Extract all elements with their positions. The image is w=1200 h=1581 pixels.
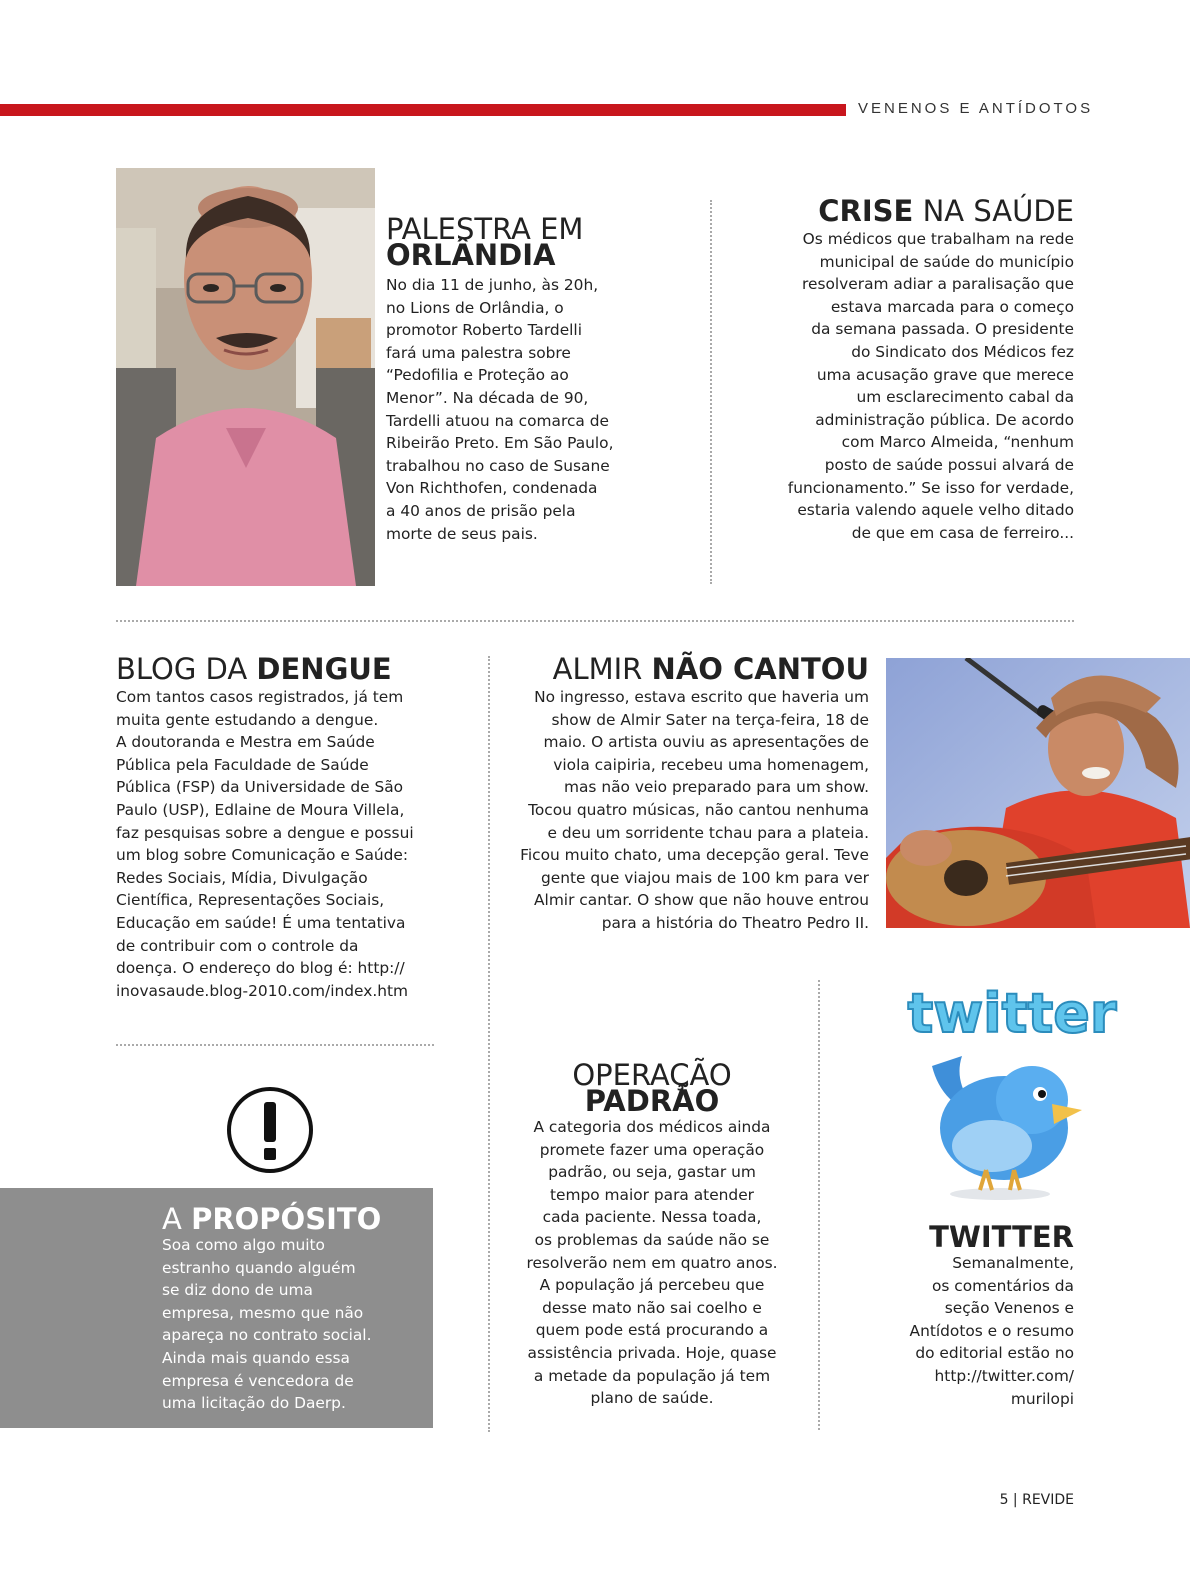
text-line: funcionamento.” Se isso for verdade,: [787, 478, 1074, 497]
text-line: se diz dono de uma: [162, 1281, 313, 1300]
article-blog-dengue: [116, 654, 446, 1002]
palestra-body: [386, 274, 636, 545]
text-line: fará uma palestra sobre: [386, 343, 571, 362]
text-line: posto de saúde possui alvará de: [824, 455, 1074, 474]
twitter-logo: [896, 980, 1128, 1050]
text-line: muita gente estudando a dengue.: [116, 710, 379, 729]
left-divider: [116, 1044, 434, 1046]
text-line: Ribeirão Preto. Em São Paulo,: [386, 434, 614, 453]
text-line: plano de saúde.: [590, 1389, 714, 1408]
text-line: Os médicos que trabalham na rede: [802, 230, 1074, 248]
text-line: Com tantos casos registrados, já tem: [116, 688, 404, 706]
text-line: faz pesquisas sobre a dengue e possui: [116, 823, 414, 842]
text-line: estranho quando alguém: [162, 1258, 356, 1277]
text-line: resolverão nem em quatro anos.: [526, 1253, 778, 1272]
text-line: administração pública. De acordo: [815, 410, 1074, 429]
twitter-title: TWITTER: [929, 1220, 1074, 1254]
article-proposito: [162, 1204, 412, 1415]
exclamation-icon: [226, 1086, 314, 1174]
almir-title-light: ALMIR: [552, 652, 643, 686]
proposito-title-bold: PROPÓSITO: [191, 1202, 382, 1236]
crise-title: [740, 196, 1074, 226]
text-line: Semanalmente,: [952, 1254, 1074, 1272]
proposito-body: [162, 1234, 412, 1415]
text-line: a metade da população já tem: [533, 1366, 771, 1385]
text-line: seção Venenos e: [944, 1299, 1074, 1318]
text-line: padrão, ou seja, gastar um: [548, 1163, 756, 1182]
text-line: morte de seus pais.: [386, 524, 538, 543]
text-line: a 40 anos de prisão pela: [386, 501, 576, 520]
text-line: A doutoranda e Mestra em Saúde: [116, 733, 375, 752]
text-line: A categoria dos médicos ainda: [533, 1118, 771, 1136]
proposito-title: [162, 1204, 412, 1234]
text-line: promete fazer uma operação: [539, 1140, 765, 1159]
text-line: apareça no contrato social.: [162, 1326, 372, 1345]
page-number: 5 | REVIDE: [999, 1492, 1074, 1508]
text-line: desse mato não sai coelho e: [542, 1298, 762, 1317]
text-line: cada paciente. Nessa toada,: [542, 1208, 762, 1227]
row-divider: [116, 620, 1074, 622]
text-line: show de Almir Sater na terça-feira, 18 de: [551, 710, 869, 729]
column-divider-right: [818, 980, 820, 1430]
text-line: maio. O artista ouviu as apresentações de: [543, 733, 869, 752]
photo-almir-sater: [886, 658, 1190, 928]
text-line: os comentários da: [931, 1276, 1074, 1295]
blog-body: [116, 686, 446, 1002]
text-line: empresa é vencedora de: [162, 1371, 354, 1390]
text-line: Menor”. Na década de 90,: [386, 388, 589, 407]
text-line: Soa como algo muito: [162, 1236, 325, 1254]
text-line: Redes Sociais, Mídia, Divulgação: [116, 868, 368, 887]
text-line: quem pode está procurando a: [535, 1321, 769, 1340]
blog-title-light: BLOG DA: [116, 652, 248, 686]
text-line: Tocou quatro músicas, não cantou nenhuma: [528, 800, 869, 819]
article-almir: [500, 654, 869, 935]
section-name: VENENOS E ANTÍDOTOS: [858, 100, 1094, 117]
proposito-title-light: A: [162, 1202, 182, 1236]
text-line: tempo maior para atender: [549, 1185, 755, 1204]
operacao-body: [510, 1116, 794, 1410]
text-line: resolveram adiar a paralisação que: [802, 275, 1074, 294]
text-line: “Pedofilia e Proteção ao: [386, 366, 569, 385]
palestra-title-light: PALESTRA EM: [386, 212, 584, 246]
text-line: e deu um sorridente tchau para a plateia.: [547, 823, 869, 842]
text-line: Ficou muito chato, uma decepção geral. Teve: [520, 846, 869, 865]
text-line: Ainda mais quando essa: [162, 1348, 350, 1367]
crise-title-bold: CRISE: [818, 194, 914, 228]
proposito-box: [0, 1188, 433, 1428]
text-line: estava marcada para o começo: [830, 297, 1074, 316]
text-line: mas não veio preparado para um show.: [563, 778, 869, 797]
text-line: estaria valendo aquele velho ditado: [797, 501, 1074, 520]
text-line: murilopi: [1010, 1389, 1074, 1408]
almir-title-bold: NÃO CANTOU: [651, 652, 869, 686]
text-line: Educação em saúde! É uma tentativa: [116, 913, 406, 932]
text-line: empresa, mesmo que não: [162, 1303, 364, 1322]
text-line: para a história do Theatro Pedro II.: [601, 913, 869, 932]
text-line: doença. O endereço do blog é: http://: [116, 959, 405, 978]
text-line: de que em casa de ferreiro...: [851, 523, 1074, 542]
blog-title: [116, 654, 446, 684]
text-line: A população já percebeu que: [539, 1276, 765, 1295]
text-line: uma acusação grave que merece: [816, 365, 1074, 384]
text-line: http://twitter.com/: [934, 1366, 1074, 1385]
text-line: um esclarecimento cabal da: [856, 388, 1074, 407]
article-palestra: [386, 214, 636, 545]
text-line: gente que viajou mais de 100 km para ver: [541, 868, 869, 887]
text-line: Antídotos e o resumo: [909, 1321, 1074, 1340]
text-line: da semana passada. O presidente: [811, 320, 1074, 339]
text-line: no Lions de Orlândia, o: [386, 298, 564, 317]
blog-title-bold: DENGUE: [256, 652, 392, 686]
text-line: do Sindicato dos Médicos fez: [851, 342, 1074, 361]
text-line: promotor Roberto Tardelli: [386, 321, 582, 340]
text-line: Pública pela Faculdade de Saúde: [116, 755, 369, 774]
photo-roberto-tardelli: [116, 168, 375, 586]
text-line: Paulo (USP), Edlaine de Moura Villela,: [116, 800, 405, 819]
text-line: viola caipiria, recebeu uma homenagem,: [553, 755, 869, 774]
twitter-bird-icon: [922, 1046, 1092, 1202]
almir-body: [500, 686, 869, 935]
almir-title: [500, 654, 869, 684]
text-line: Von Richthofen, condenada: [386, 479, 598, 498]
text-line: os problemas da saúde não se: [534, 1230, 770, 1249]
article-twitter: [880, 1222, 1074, 1410]
operacao-title-bold: PADRÃO: [584, 1084, 720, 1118]
operacao-title-light: OPERAÇÃO: [572, 1058, 732, 1092]
text-line: No dia 11 de junho, às 20h,: [386, 276, 599, 294]
crise-title-light: NA SAÚDE: [922, 194, 1074, 228]
twitter-logo-text: twitter: [907, 982, 1117, 1045]
text-line: inovasaude.blog-2010.com/index.htm: [116, 981, 409, 1000]
text-line: de contribuir com o controle da: [116, 936, 359, 955]
text-line: Almir cantar. O show que não houve entrou: [534, 891, 869, 910]
text-line: uma licitação do Daerp.: [162, 1394, 346, 1413]
text-line: um blog sobre Comunicação e Saúde:: [116, 846, 409, 865]
text-line: Pública (FSP) da Universidade de São: [116, 778, 404, 797]
twitter-body: [880, 1252, 1074, 1410]
palestra-title-bold: ORLÂNDIA: [386, 238, 556, 272]
text-line: assistência privada. Hoje, quase: [527, 1343, 777, 1362]
text-line: Científica, Representações Sociais,: [116, 891, 385, 910]
crise-body: [740, 228, 1074, 544]
text-line: do editorial estão no: [915, 1344, 1074, 1363]
article-operacao: [510, 1060, 794, 1410]
text-line: trabalhou no caso de Susane: [386, 456, 610, 475]
text-line: com Marco Almeida, “nenhum: [841, 433, 1074, 452]
text-line: No ingresso, estava escrito que haveria um: [534, 688, 869, 706]
header-red-bar: [0, 104, 846, 116]
column-divider-top: [710, 200, 712, 584]
text-line: Tardelli atuou na comarca de: [386, 411, 609, 430]
article-crise: [740, 196, 1074, 544]
text-line: municipal de saúde do município: [819, 252, 1074, 271]
column-divider-middle: [488, 656, 490, 1432]
